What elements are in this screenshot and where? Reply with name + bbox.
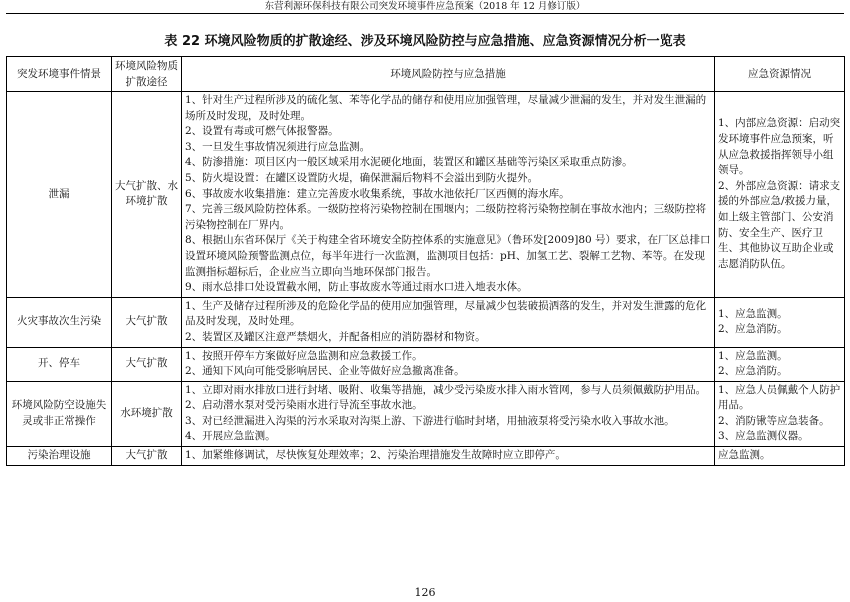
- measure-item: 4、开展应急监测。: [185, 430, 276, 443]
- measure-item: 9、雨水总排口处设置截水闸，防止事故废水等通过雨水口进入地表水体。: [185, 281, 528, 294]
- resource-item: 应急监测。: [718, 449, 771, 462]
- measure-item: 5、防火堤设置：在罐区设置防火堤，确保泄漏后物料不会溢出到防火提外。: [185, 171, 539, 184]
- table-row: [7, 381, 845, 446]
- resource-item: 2、消防锹等应急装备。: [718, 414, 830, 427]
- measures-cell: [182, 447, 715, 466]
- resource-item: 1、应急监测。: [718, 307, 788, 320]
- measure-item: 2、设置有毒或可燃气体报警器。: [185, 125, 339, 138]
- measure-item: 2、通知下风向可能受影响居民、企业等做好应急撤离准备。: [185, 365, 465, 378]
- col-header-measures: 环境风险防控与应急措施: [182, 57, 715, 92]
- measure-item: 2、装置区及罐区注意严禁烟火，并配备相应的消防器材和物资。: [185, 330, 486, 343]
- measure-item: 1、针对生产过程所涉及的硫化氢、苯等化学品的储存和使用应加强管理，尽量减少泄漏的发生，并对发生泄漏的场所及时发现，及时处理。: [185, 94, 707, 122]
- resource-item: 1、应急监测。: [718, 349, 788, 362]
- table-row: [7, 92, 845, 298]
- scenario-cell: 开、停车: [7, 347, 112, 381]
- scenario-cell: 泄漏: [7, 92, 112, 298]
- measure-item: 6、事故废水收集措施：建立完善废水收集系统，事故水池依托厂区西侧的海水库。: [185, 187, 570, 200]
- measures-cell: [182, 347, 715, 381]
- path-cell: 大气扩散: [112, 347, 182, 381]
- resource-item: 3、应急监测仪器。: [718, 430, 809, 443]
- col-header-scenario: 突发环境事件情景: [7, 57, 112, 92]
- measure-item: 8、根据山东省环保厅《关于构建全省环境安全防控体系的实施意见》（鲁环发[2009]80 号）要求，在厂区总排口设置环境风险预警监测点位，每半年进行一次监测，监测项目包括：pH、加氢工艺、裂解工艺物、苯等。在发现监测指标超标后，企业应当立即向当地环保部门报告。: [185, 234, 711, 278]
- scenario-cell: 火灾事故次生污染: [7, 297, 112, 347]
- path-cell: 水环境扩散: [112, 381, 182, 446]
- resources-cell: [715, 92, 845, 298]
- table-row: [7, 297, 845, 347]
- resource-item: 1、内部应急资源：启动突发环境事件应急预案，听从应急救援指挥领导小组领导。: [718, 117, 841, 177]
- scenario-cell: 环境风险防空设施失灵或非正常操作: [7, 381, 112, 446]
- table-row: [7, 447, 845, 466]
- measure-item: 1、加紧维修调试，尽快恢复处理效率；2、污染治理措施发生故障时应立即停产。: [185, 449, 566, 462]
- resource-item: 1、应急人员佩戴个人防护用品。: [718, 383, 841, 412]
- risk-analysis-table: [6, 56, 845, 466]
- measure-item: 1、生产及储存过程所涉及的危险化学品的使用应加强管理，尽量减少包装破损洒落的发生，并对发生泄露的危化品及时发现，及时处理。: [185, 299, 707, 328]
- page-header: 东营利源环保科技有限公司突发环境事件应急预案（2018 年 12 月修订版）: [6, 0, 844, 14]
- resource-item: 2、外部应急资源：请求支援的外部应急/救援力量，如上级主管部门、公安消防、安全生产、医疗卫生、其他协议互助企业或志愿消防队伍。: [718, 179, 841, 270]
- measures-cell: [182, 92, 715, 298]
- resource-item: 2、应急消防。: [718, 365, 788, 378]
- measures-cell: [182, 297, 715, 347]
- path-cell: 大气扩散、水环境扩散: [112, 92, 182, 298]
- col-header-resources: 应急资源情况: [715, 57, 845, 92]
- resources-cell: [715, 381, 845, 446]
- measure-item: 1、按照开停车方案做好应急监测和应急救援工作。: [185, 349, 423, 362]
- measure-item: 3、一旦发生事故情况须进行应急监测。: [185, 140, 371, 153]
- path-cell: 大气扩散: [112, 447, 182, 466]
- resources-cell: [715, 347, 845, 381]
- page-number: 126: [414, 586, 436, 599]
- measure-item: 2、启动潜水泵对受污染雨水进行导流至事故水池。: [185, 399, 423, 412]
- scenario-cell: 污染治理设施: [7, 447, 112, 466]
- measure-item: 4、防渗措施：项目区内一般区域采用水泥硬化地面，装置区和罐区基础等污染区采取重点防渗。: [185, 156, 633, 169]
- resources-cell: [715, 297, 845, 347]
- col-header-path: 环境风险物质扩散途径: [112, 57, 182, 92]
- resource-item: 2、应急消防。: [718, 323, 788, 336]
- resources-cell: [715, 447, 845, 466]
- table-title: 表 22 环境风险物质的扩散途经、涉及环境风险防控与应急措施、应急资源情况分析一览表: [164, 34, 686, 49]
- measures-cell: [182, 381, 715, 446]
- measure-item: 1、立即对雨水排放口进行封堵、吸附、收集等措施，减少受污染废水排入雨水管网，参与人员须佩戴防护用品。: [185, 383, 707, 396]
- measure-item: 3、对已经泄漏进入沟渠的污水采取对沟渠上游、下游进行临时封堵，用抽液泵将受污染水收入事故水池。: [185, 414, 675, 427]
- path-cell: 大气扩散: [112, 297, 182, 347]
- measure-item: 7、完善三级风险防控体系。一级防控将污染物控制在围堰内；二级防控将污染物控制在事故水池内；三级防控将污染物控制在厂界内。: [185, 203, 707, 231]
- table-row: [7, 347, 845, 381]
- table-header-row: [7, 57, 845, 92]
